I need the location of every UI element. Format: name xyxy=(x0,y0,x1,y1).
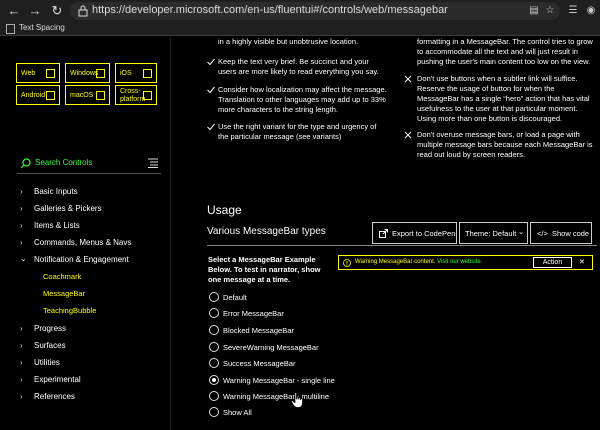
nav-label: Galleries & Pickers xyxy=(34,204,102,213)
dont-item-text: Don't overuse message bars, or load a page with multiple message bars because each MessageBar is read out loud by screen readers. xyxy=(417,130,593,159)
messagebar-action-button[interactable]: Action xyxy=(533,257,572,268)
hand-cursor-icon xyxy=(291,392,303,408)
platform-label: macOS xyxy=(70,92,94,99)
do-item-text: in a highly visible but unobtrusive location. xyxy=(218,37,359,46)
profile-icon[interactable]: ◉ xyxy=(586,5,596,16)
chevron-down-icon: ⌄ xyxy=(518,227,525,236)
chevron-right-icon: › xyxy=(20,187,23,196)
usage-heading: Usage xyxy=(207,203,242,217)
warning-messagebar xyxy=(338,255,593,270)
theme-label: Theme: Default xyxy=(465,229,517,238)
nav-label: References xyxy=(34,392,75,401)
radio-default[interactable] xyxy=(209,292,219,302)
chevron-right-icon: › xyxy=(20,375,23,384)
radio-success[interactable] xyxy=(209,358,219,368)
platform-icon xyxy=(46,91,55,100)
platform-icon xyxy=(143,91,152,100)
nav-label: Commands, Menus & Navs xyxy=(34,238,132,247)
chevron-right-icon: › xyxy=(20,341,23,350)
back-arrow-icon[interactable]: ← xyxy=(7,3,21,18)
nav-label: Notification & Engagement xyxy=(34,255,129,264)
radio-blocked[interactable] xyxy=(209,325,219,335)
platform-icon xyxy=(96,91,105,100)
messagebar-content xyxy=(355,259,482,265)
platform-label: Windows xyxy=(70,70,99,77)
dont-item-text: formatting in a MessageBar. The control tries to grow to accommodate all the text and will just result in pushing the user's main content too low on the view. xyxy=(417,37,593,66)
url-text[interactable]: https://developer.microsoft.com/en-us/fluentui#/controls/web/messagebar xyxy=(92,4,448,16)
do-item-text: Consider how localization may affect the message. Translation to other languages may add up to 33% more characters to the string length. xyxy=(218,85,387,114)
radio-label[interactable]: SevereWarning MessageBar xyxy=(223,343,319,352)
close-icon[interactable]: ✕ xyxy=(579,259,585,266)
platform-windows[interactable] xyxy=(65,63,110,83)
example-instructions: Select a MessageBar Example Below. To test in narrator, show one message at a time. xyxy=(208,255,321,284)
address-bar[interactable] xyxy=(70,2,560,20)
nav-label: Progress xyxy=(34,324,67,333)
export-icon xyxy=(379,229,388,238)
radio-warning-multiline[interactable] xyxy=(209,391,219,401)
search-controls[interactable] xyxy=(20,157,160,171)
radio-label[interactable]: Show All xyxy=(223,408,252,417)
checkmark-icon xyxy=(207,86,215,94)
close-x-icon xyxy=(404,75,412,83)
refresh-icon[interactable]: ↻ xyxy=(51,3,63,18)
chevron-right-icon: › xyxy=(20,238,23,247)
chevron-right-icon: › xyxy=(20,221,23,230)
code-icon: </> xyxy=(537,229,548,238)
radio-severewarning[interactable] xyxy=(209,342,219,352)
browser-toolbar xyxy=(0,0,600,22)
subnav-coachmark[interactable]: Coachmark xyxy=(43,272,82,281)
checkmark-icon xyxy=(207,123,215,131)
bookmark-text-spacing[interactable]: Text Spacing xyxy=(19,23,65,32)
search-underline xyxy=(17,173,161,174)
forward-arrow-icon[interactable]: → xyxy=(28,3,42,18)
platform-icon xyxy=(46,69,55,78)
radio-label[interactable]: Success MessageBar xyxy=(223,359,296,368)
close-x-icon xyxy=(404,131,412,139)
favorite-star-icon[interactable]: ☆ xyxy=(545,5,555,16)
platform-label: Cross-platform xyxy=(120,88,146,103)
dont-item-text: Don't use buttons when a subtler link will suffice. Reserve the usage of button for when the MessageBar has a single “hero” action that has vital usefulness to the user at that particular moment. Using more than one button is discouraged. xyxy=(417,74,590,123)
platform-label: Web xyxy=(21,70,36,77)
lock-icon xyxy=(78,5,88,17)
radio-label[interactable]: Blocked MessageBar xyxy=(223,326,294,335)
messagebar-link[interactable]: Visit our website. xyxy=(437,259,483,265)
divider xyxy=(207,245,597,246)
platform-icon xyxy=(96,69,105,78)
radio-show-all[interactable] xyxy=(209,407,219,417)
bookmarks-bar xyxy=(0,22,600,36)
filter-icon[interactable] xyxy=(148,158,158,168)
radio-label[interactable]: Default xyxy=(223,293,247,302)
chevron-down-icon: ⌄ xyxy=(20,254,27,263)
platform-web[interactable] xyxy=(16,63,60,83)
platform-android[interactable] xyxy=(16,85,60,105)
platform-macos[interactable] xyxy=(65,85,110,105)
main-content xyxy=(172,37,600,430)
nav-label: Items & Lists xyxy=(34,221,80,230)
radio-label[interactable]: Warning MessageBar - single line xyxy=(223,376,335,385)
show-code-label: Show code xyxy=(552,229,590,238)
subnav-teachingbubble[interactable]: TeachingBubble xyxy=(43,306,97,315)
nav-label: Experimental xyxy=(34,375,81,384)
platform-ios[interactable] xyxy=(115,63,157,83)
chevron-right-icon: › xyxy=(20,358,23,367)
page-icon xyxy=(6,24,15,34)
export-codepen-label: Export to CodePen xyxy=(392,229,456,238)
radio-warning-single-line[interactable] xyxy=(209,375,219,385)
do-item-text: Keep the text very brief. Be succinct and your users are more likely to read everything you say. xyxy=(218,57,379,76)
nav-label: Basic Inputs xyxy=(34,187,78,196)
messagebar-text: Warning MessageBar content. xyxy=(355,259,436,265)
theme-dropdown[interactable] xyxy=(459,222,528,244)
nav-label: Utilities xyxy=(34,358,60,367)
do-item-text: Use the right variant for the type and urgency of the particular message (see variants) xyxy=(218,122,377,141)
chevron-right-icon: › xyxy=(20,204,23,213)
subnav-messagebar[interactable]: MessageBar xyxy=(43,289,86,298)
sidebar xyxy=(0,37,171,430)
chevron-right-icon: › xyxy=(20,324,23,333)
radio-label[interactable]: Error MessageBar xyxy=(223,309,284,318)
chevron-right-icon: › xyxy=(20,392,23,401)
platform-label: iOS xyxy=(120,70,132,77)
export-codepen-button[interactable] xyxy=(372,222,457,244)
reader-view-icon[interactable]: ▤ xyxy=(529,5,539,16)
radio-error[interactable] xyxy=(209,308,219,318)
show-code-button[interactable] xyxy=(530,222,592,244)
platform-icon xyxy=(143,69,152,78)
platform-cross-platform[interactable] xyxy=(115,85,157,105)
radio-label[interactable]: Warning MessageBar - multiline xyxy=(223,392,330,401)
example-title: Various MessageBar types xyxy=(207,226,326,237)
checkmark-icon xyxy=(207,58,215,66)
warning-icon xyxy=(343,259,351,267)
platform-label: Android xyxy=(21,92,46,99)
collections-icon[interactable]: ☰ xyxy=(568,5,578,16)
nav-label: Surfaces xyxy=(34,341,66,350)
search-input[interactable]: Search Controls xyxy=(35,158,93,167)
search-icon xyxy=(20,158,31,169)
